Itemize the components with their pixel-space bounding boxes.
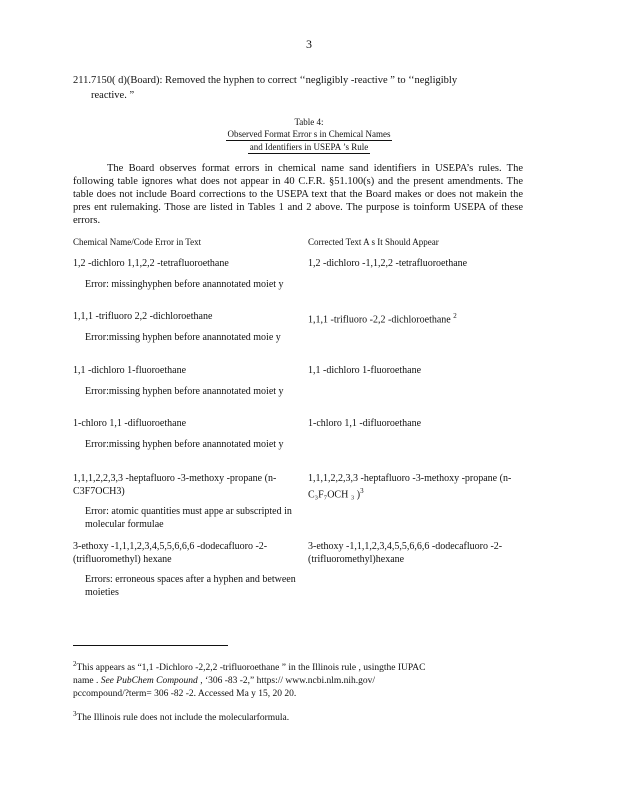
corrected-text: 3-ethoxy -1,1,1,2,3,4,5,5,6,6,6 -dodecafluoro -2- (trifluoromethyl)hexane: [308, 541, 503, 565]
chemical-name-cell: 3-ethoxy -1,1,1,2,3,4,5,5,6,6,6 -dodecafluoro -2- (trifluoromethyl) hexane: [73, 541, 268, 565]
corrected-text-cell: [308, 310, 538, 326]
corrected-text: 1,1,1,2,2,3,3 -heptafluoro -3-methoxy -propane (n-C₃F₇OCH ₃ ): [308, 473, 512, 501]
footnote-divider: [73, 645, 228, 646]
chemical-name-cell: 1,1 -dichloro 1-fluoroethane: [73, 365, 187, 376]
corrected-text-cell: [308, 472, 538, 501]
footnote-2-line-2b[interactable]: , ‘306 -83 -2,” https:// www.ncbi.nlm.nih.gov/: [197, 676, 376, 687]
table-caption: [0, 116, 618, 154]
corrected-text-cell: [308, 257, 538, 270]
chemical-name-cell: 1,1,1 -trifluoro 2,2 -dichloroethane: [73, 311, 213, 322]
footnote-2-line-3: pccompound/?term= 306 -82 -2. Accessed Ma y 15, 20 20.: [73, 689, 297, 700]
table-caption-number: Table 4:: [294, 117, 324, 127]
footnote-3-mark: 3: [73, 710, 77, 718]
footnote-3: [73, 708, 533, 725]
corrected-text: 1-chloro 1,1 -difluoroethane: [308, 418, 422, 429]
page-number: 3: [306, 37, 312, 51]
corrected-text: 1,2 -dichloro -1,1,2,2 -tetrafluoroethane: [308, 258, 468, 269]
error-description: Error:missing hyphen before anannotated moiet y: [85, 386, 284, 397]
footnote-2: [73, 658, 533, 701]
error-description: Error:missing hyphen before anannotated moie y: [85, 332, 281, 343]
corrected-text-cell: [308, 364, 538, 377]
body-paragraph-text: The Board observes format errors in chemical name sand identifiers in USEPA’s rules. The following table ignores what does not appear in 40 C.F.R. §51.100(s) and the present amendments. The table does not include Board corrections to the USEPA text that the Board makes or does not makein the pres ent rulemaking. Those are listed in Tables 1 and 2 above. The purpose is toinform USEPA of these errors.: [73, 163, 523, 226]
error-description: Error: missinghyphen before anannotated moiet y: [85, 279, 284, 290]
table-caption-title-1: Observed Format Error s in Chemical Names: [227, 129, 391, 139]
intro-line-1: 211.7150( d)(Board): Removed the hyphen to correct ‘‘negligibly -reactive ” to ‘‘negligibly: [73, 75, 458, 86]
footnote-2-line-2a: name .: [73, 676, 99, 687]
error-description: Error: atomic quantities must appe ar subscripted in molecular formulae: [85, 506, 292, 530]
table-header-left: Chemical Name/Code Error in Text: [73, 237, 202, 247]
intro-line-2: reactive. ”: [91, 90, 135, 101]
corrected-text: 1,1,1 -trifluoro -2,2 -dichloroethane: [308, 314, 451, 326]
table-caption-title-2: and Identifiers in USEPA ’s Rule: [249, 142, 369, 152]
footnote-2-line-1: This appears as “1,1 -Dichloro -2,2,2 -trifluoroethane ” in the Illinois rule , usingthe IUPAC: [76, 663, 426, 674]
footnote-ref: 3: [360, 487, 364, 495]
footnote-ref: 2: [453, 312, 457, 320]
body-paragraph: [73, 162, 523, 227]
error-description: Errors: erroneous spaces after a hyphen and between moieties: [85, 574, 296, 598]
table-header-right: Corrected Text A s It Should Appear: [308, 237, 439, 247]
chemical-name-cell: 1-chloro 1,1 -difluoroethane: [73, 418, 187, 429]
intro-amendment: [73, 73, 533, 103]
chemical-name-cell: 1,1,1,2,2,3,3 -heptafluoro -3-methoxy -propane (n-C3F7OCH3): [73, 473, 277, 497]
error-description: Error:missing hyphen before anannotated moiet y: [85, 439, 284, 450]
footnote-3-text: The Illinois rule does not include the molecularformula.: [76, 713, 290, 724]
corrected-text-cell: [308, 540, 538, 566]
footnote-2-source: See PubChem Compound: [100, 676, 198, 687]
corrected-text: 1,1 -dichloro 1-fluoroethane: [308, 365, 422, 376]
corrected-text-cell: [308, 417, 538, 430]
chemical-name-cell: 1,2 -dichloro 1,1,2,2 -tetrafluoroethane: [73, 258, 229, 269]
footnote-2-mark: 2: [73, 660, 77, 668]
